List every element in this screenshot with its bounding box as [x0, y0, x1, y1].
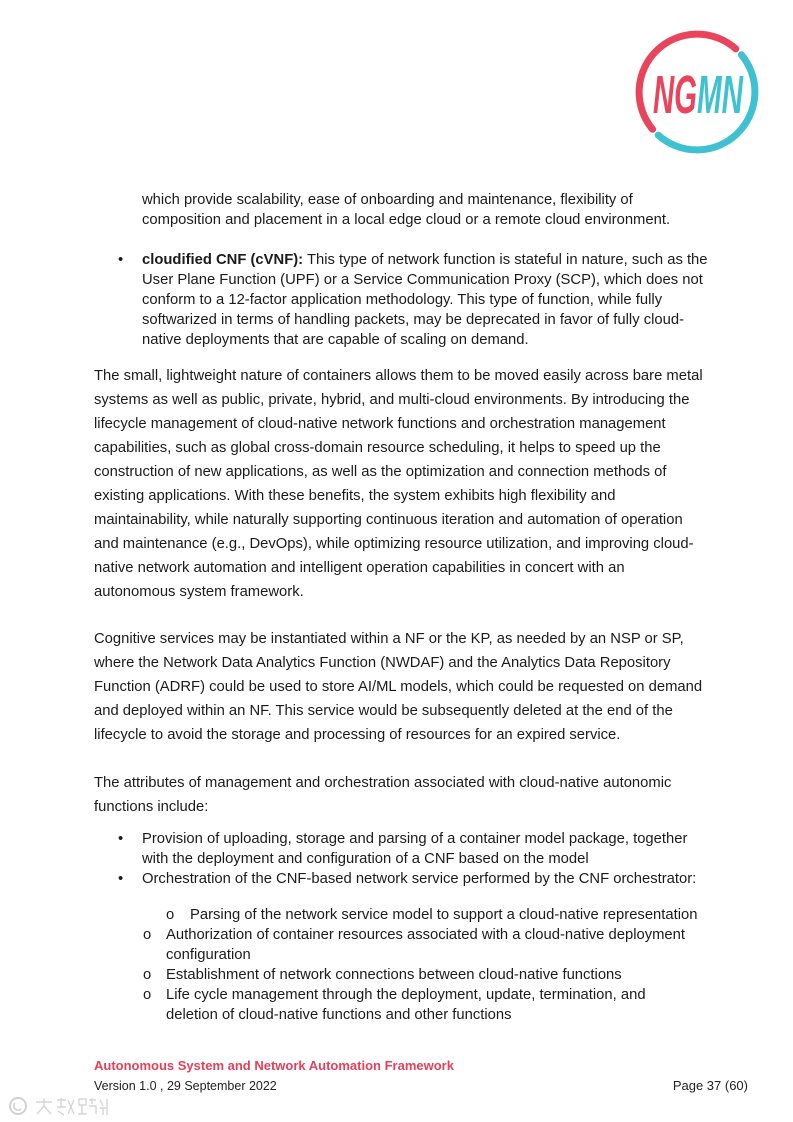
text-line: The small, lightweight nature of containers allows them to be moved easily across bare metal: [94, 368, 703, 384]
paragraph-attributes: [94, 771, 671, 819]
text-line: autonomous system framework.: [94, 584, 304, 600]
text-line: native deployments that are capable of scaling on demand.: [142, 332, 529, 348]
sub-bullet-parsing: [190, 905, 697, 925]
text-line: Provision of uploading, storage and parsing of a container model package, together: [142, 831, 688, 847]
text-line: systems as well as public, private, hybrid, and multi-cloud environments. By introducing the: [94, 392, 690, 408]
sub-bullet-marker: o: [143, 927, 152, 943]
text-line: composition and placement in a local edge cloud or a remote cloud environment.: [142, 212, 671, 228]
bullet-orchestration: [142, 869, 696, 889]
text-line: Establishment of network connections between cloud-native functions: [166, 967, 622, 983]
bullet-marker: •: [118, 252, 124, 268]
text-line: Parsing of the network service model to support a cloud-native representation: [190, 907, 698, 923]
text-line: Cognitive services may be instantiated within a NF or the KP, as needed by an NSP or SP,: [94, 631, 684, 647]
text-line: capabilities, such as global cross-domain resource scheduling, it helps to speed up the: [94, 440, 661, 456]
bullet-cloudified-cnf: [142, 250, 708, 350]
text-line: maintainability, while naturally supporting continuous iteration and automation of operation: [94, 512, 683, 528]
sub-bullet-life-cycle: [166, 985, 646, 1025]
text-line: and maintenance (e.g., DevOps), while optimizing resource utilization, and improving cloud-: [94, 536, 694, 552]
text-line: Authorization of container resources associated with a cloud-native deployment: [166, 927, 686, 943]
text-line: softwarized in terms of handling packets, may be deprecated in favor of fully cloud-: [142, 312, 685, 328]
text-line: deletion of cloud-native functions and other functions: [166, 1007, 512, 1023]
footer-version: Version 1.0 , 29 September 2022: [94, 1079, 277, 1093]
text-line: construction of new applications, as well as the optimization and connection methods of: [94, 464, 667, 480]
sub-bullet-establishment: [166, 965, 622, 985]
logo-text-ng: NG: [653, 65, 697, 125]
logo-text-mn: MN: [697, 65, 744, 125]
sub-bullet-marker: o: [143, 987, 152, 1003]
sub-bullet-marker: o: [166, 907, 175, 923]
sub-bullet-marker: o: [143, 967, 152, 983]
text-line: Life cycle management through the deployment, update, termination, and: [166, 987, 646, 1003]
text-line: native network automation and intelligent operation capabilities in concert with an: [94, 560, 625, 576]
bullet-provision: [142, 829, 687, 869]
text-line: Function (ADRF) could be used to store AI/ML models, which could be requested on demand: [94, 679, 703, 695]
text-line: lifecycle to avoid the storage and processing of resources for an expired service.: [94, 727, 621, 743]
text-line: configuration: [166, 947, 251, 963]
text-line: which provide scalability, ease of onboarding and maintenance, flexibility of: [142, 192, 633, 208]
text-line: with the deployment and configuration of a CNF based on the model: [142, 851, 589, 867]
text-line: User Plane Function (UPF) or a Service Communication Proxy (SCP), which does not: [142, 272, 703, 288]
text-line: Orchestration of the CNF-based network service performed by the CNF orchestrator:: [142, 871, 697, 887]
text-line: and deployed within an NF. This service would be subsequently deleted at the end of the: [94, 703, 673, 719]
footer-page-number: Page 37 (60): [672, 1078, 748, 1093]
bullet-continuation: [142, 190, 670, 230]
text-line: conform to a 12-factor application methodology. This type of function, while fully: [142, 292, 663, 308]
bullet-marker: •: [118, 831, 124, 847]
text-line: existing applications. With these benefits, the system exhibits high flexibility and: [94, 488, 616, 504]
watermark-logo-icon: [6, 1094, 110, 1118]
text-line: functions include:: [94, 799, 209, 815]
paragraph-containers: [94, 364, 703, 604]
text-line: [142, 250, 708, 270]
ngmn-logo: [630, 25, 765, 160]
footer-document-title: Autonomous System and Network Automation Framework: [94, 1058, 454, 1073]
bullet-text: This type of network function is stateful in nature, such as the: [303, 252, 708, 268]
text-line: where the Network Data Analytics Function (NWDAF) and the Analytics Data Repository: [94, 655, 671, 671]
bullet-marker: •: [118, 871, 124, 887]
paragraph-cognitive-services: [94, 627, 702, 747]
bullet-term: cloudified CNF (cVNF):: [142, 252, 304, 268]
text-line: lifecycle management of cloud-native network functions and orchestration management: [94, 416, 666, 432]
text-line: The attributes of management and orchestration associated with cloud-native autonomic: [94, 775, 672, 791]
sub-bullet-authorization: [166, 925, 685, 965]
